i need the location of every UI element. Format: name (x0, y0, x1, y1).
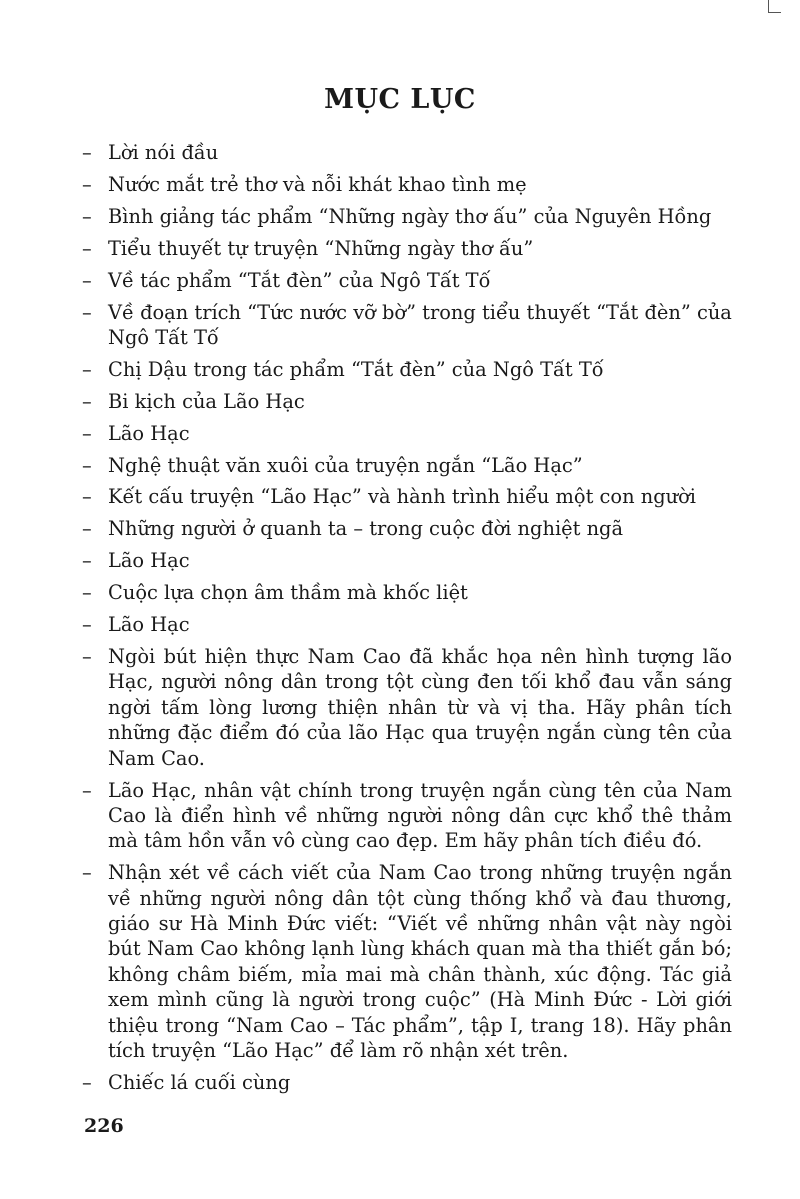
toc-dash: – (82, 421, 92, 445)
toc-dash: – (82, 268, 92, 292)
toc-dash: – (82, 645, 92, 668)
toc-entry (82, 860, 732, 1063)
toc-entry-text: Cuộc lựa chọn âm thầm mà khốc liệt (108, 581, 468, 605)
toc-entry-text: Bình giảng tác phẩm “Những ngày thơ ấu” của Nguyên Hồng (108, 204, 712, 228)
toc-entry-text: Tiểu thuyết tự truyện “Những ngày thơ ấu” (108, 236, 534, 260)
table-of-contents (82, 140, 732, 1102)
toc-entry (82, 580, 732, 605)
toc-entry (82, 357, 732, 382)
toc-dash: – (82, 236, 92, 260)
toc-entry-text: Nghệ thuật văn xuôi của truyện ngắn “Lão Hạc” (108, 453, 583, 477)
toc-entry (82, 421, 732, 446)
toc-dash: – (82, 861, 92, 885)
toc-dash: – (82, 172, 92, 196)
toc-dash: – (82, 453, 92, 477)
toc-entry (82, 612, 732, 637)
toc-dash: – (82, 613, 92, 637)
page-title: MỤC LỤC (324, 84, 476, 115)
toc-entry (82, 204, 732, 229)
toc-dash: – (82, 141, 92, 164)
toc-entry-text: Bi kịch của Lão Hạc (108, 389, 305, 413)
toc-entry (82, 778, 732, 854)
toc-entry-text: Lão Hạc (108, 549, 190, 573)
toc-entry (82, 300, 732, 351)
toc-entry-text: Về đoạn trích “Tức nước vỡ bờ” trong tiểu thuyết “Tắt đèn” của Ngô Tất Tố (108, 300, 732, 349)
toc-entry-text: Ngòi bút hiện thực Nam Cao đã khắc họa nên hình tượng lão Hạc, người nông dân trong tột cùng đen tối khổ đau vẫn sáng ngời tấm lòng lương thiện nhân từ và vị tha. Hãy phân tích những đặc điểm đó của lão Hạc qua truyện ngắn cùng tên của Nam Cao. (108, 645, 732, 770)
toc-dash: – (82, 581, 92, 605)
toc-dash: – (82, 1071, 92, 1094)
toc-dash: – (82, 389, 92, 413)
toc-entry-text: Lão Hạc (108, 421, 190, 445)
toc-entry-text: Chiếc lá cuối cùng (108, 1071, 291, 1094)
toc-dash: – (82, 778, 92, 802)
toc-entry-text: Nước mắt trẻ thơ và nỗi khát khao tình mẹ (108, 172, 527, 196)
toc-entry (82, 236, 732, 261)
toc-entry-text: Nhận xét về cách viết của Nam Cao trong những truyện ngắn về những người nông dân tột cùng thống khổ và đau thương, giáo sư Hà Minh Đức viết: “Viết về những nhân vật này ngòi bút Nam Cao không lạnh lùng khách quan mà tha thiết gắn bó; không châm biếm, mỉa mai mà chân thành, xúc động. Tác giả xem mình cũng là người trong cuộc” (Hà Minh Đức - Lời giới thiệu trong “Nam Cao – Tác phẩm”, tập I, trang 18). Hãy phân tích truyện “Lão Hạc” để làm rõ nhận xét trên. (108, 861, 732, 1063)
toc-entry (82, 548, 732, 573)
toc-entry-text: Lão Hạc (108, 613, 190, 637)
page-number: 226 (84, 1115, 124, 1137)
toc-dash: – (82, 485, 92, 509)
scan-corner-mark (768, 0, 781, 13)
toc-dash: – (82, 517, 92, 541)
toc-entry (82, 644, 732, 771)
toc-entry-text: Những người ở quanh ta – trong cuộc đời nghiệt ngã (108, 517, 624, 541)
toc-dash: – (82, 357, 92, 381)
toc-entry-text: Lời nói đầu (108, 141, 219, 164)
toc-dash: – (82, 300, 92, 324)
toc-entry-text: Lão Hạc, nhân vật chính trong truyện ngắn cùng tên của Nam Cao là điển hình về những người nông dân cực khổ thê thảm mà tâm hồn vẫn vô cùng cao đẹp. Em hãy phân tích điều đó. (108, 778, 732, 853)
toc-entry (82, 484, 732, 509)
toc-entry-text: Chị Dậu trong tác phẩm “Tắt đèn” của Ngô Tất Tố (108, 357, 604, 381)
toc-entry (82, 172, 732, 197)
toc-entry (82, 453, 732, 478)
toc-entry (82, 140, 732, 165)
toc-entry-text: Kết cấu truyện “Lão Hạc” và hành trình hiểu một con người (108, 485, 697, 509)
toc-entry-text: Về tác phẩm “Tắt đèn” của Ngô Tất Tố (108, 268, 491, 292)
toc-dash: – (82, 549, 92, 573)
toc-entry (82, 516, 732, 541)
toc-entry (82, 1070, 732, 1095)
toc-dash: – (82, 204, 92, 228)
toc-entry (82, 389, 732, 414)
toc-entry (82, 268, 732, 293)
